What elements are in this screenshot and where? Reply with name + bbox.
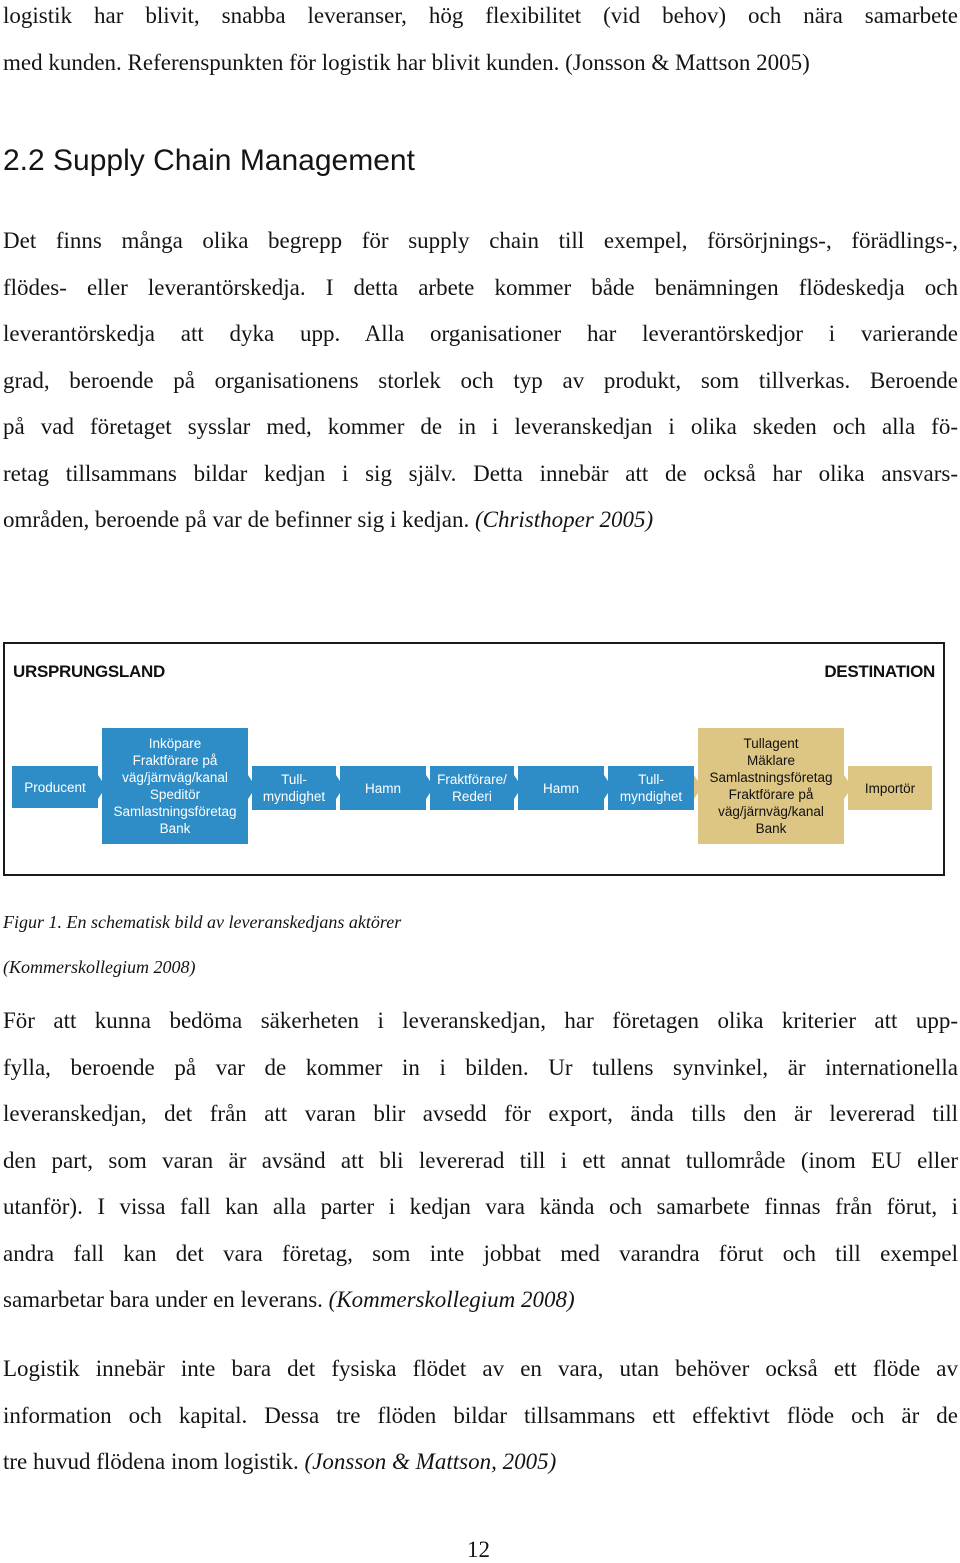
text-line: leveranskedjan, det från att varan blir avsedd för export, ända tills den är levererad till bbox=[3, 1101, 958, 1126]
text-line: retag tillsammans bildar kedjan i sig själv. Detta innebär att de också har olika ansvars- bbox=[3, 460, 958, 486]
paragraph-supply-chain bbox=[3, 218, 958, 544]
text-line: Det finns många olika begrepp för supply chain till exempel, försörjnings-, förädlings-, bbox=[3, 228, 958, 253]
text-line: områden, beroende på var de befinner sig i kedjan. (Christhoper 2005) bbox=[3, 507, 654, 532]
box-label: Hamn bbox=[542, 780, 579, 796]
box-label: myndighet bbox=[619, 789, 683, 804]
box-label: Producent bbox=[24, 779, 86, 795]
text-line: leverantörskedja att dyka upp. Alla organisationer har leverantörskedjor i varierande bbox=[3, 321, 958, 346]
citation: (Kommerskollegium 2008) bbox=[328, 1287, 575, 1312]
text-line: den part, som varan är avsänd att bli levererad till i ett annat tullområde (inom EU eller bbox=[3, 1147, 958, 1173]
text-line: flödes- eller leverantörskedja. I detta arbete kommer både benämningen flödeskedja och bbox=[3, 274, 958, 300]
text-line: utanför). I vissa fall kan alla parter i kedjan vara kända och samarbete finnas från förut, i bbox=[3, 1194, 958, 1219]
text-line: information och kapital. Dessa tre flöden bildar tillsammans ett effektivt flöde och är de bbox=[3, 1402, 958, 1428]
citation: (Christhoper 2005) bbox=[474, 507, 654, 532]
box-tull-origin bbox=[252, 766, 336, 810]
destination-label: DESTINATION bbox=[824, 662, 935, 681]
box-fraktforare-rederi bbox=[430, 766, 514, 810]
page-number: 12 bbox=[467, 1537, 490, 1562]
box-label: Fraktförare/ bbox=[437, 772, 507, 787]
box-label: Fraktförare på bbox=[132, 753, 218, 768]
text-line: samarbetar bara under en leverans. (Kommerskollegium 2008) bbox=[3, 1287, 575, 1312]
origin-label: URSPRUNGSLAND bbox=[13, 662, 165, 681]
text-line: logistik har blivit, snabba leveranser, hög flexibilitet (vid behov) och nära samarbete bbox=[3, 3, 958, 28]
box-label: Tull- bbox=[638, 772, 664, 787]
paragraph-security bbox=[3, 998, 958, 1324]
box-label: Rederi bbox=[452, 789, 492, 804]
top-paragraph bbox=[3, 0, 958, 86]
box-hamn-origin bbox=[340, 766, 426, 810]
figure-caption: Figur 1. En schematisk bild av leveranskedjans aktörer bbox=[3, 912, 402, 932]
box-origin-actors bbox=[102, 728, 248, 844]
box-label: Tullagent bbox=[743, 736, 799, 751]
supply-chain-figure bbox=[3, 642, 945, 876]
text-line: med kunden. Referenspunkten för logistik har blivit kunden. (Jonsson & Mattson 2005) bbox=[3, 50, 810, 75]
box-destination-actors bbox=[698, 728, 844, 844]
text-line: andra fall kan det vara företag, som inte jobbat med varandra förut och till exempel bbox=[3, 1240, 958, 1266]
text-line: på vad företaget sysslar med, kommer de in i leveranskedjan i olika skeden och alla fö- bbox=[3, 414, 958, 439]
box-label: Speditör bbox=[149, 787, 201, 802]
box-label: Samlastningsföretag bbox=[113, 804, 237, 819]
text-line: För att kunna bedöma säkerheten i leveranskedjan, har företagen olika kriterier att upp- bbox=[3, 1008, 958, 1033]
figure-caption-source: (Kommerskollegium 2008) bbox=[3, 957, 196, 977]
box-producent bbox=[12, 766, 98, 808]
box-label: väg/järnväg/kanal bbox=[122, 770, 228, 785]
text-line: tre huvud flödena inom logistik. (Jonsson & Mattson, 2005) bbox=[3, 1449, 557, 1474]
box-label: Inköpare bbox=[148, 736, 202, 751]
box-label: Samlastningsföretag bbox=[709, 770, 833, 785]
citation: (Jonsson & Mattson 2005) bbox=[565, 50, 810, 75]
box-label: Bank bbox=[755, 821, 787, 836]
section-heading: 2.2 Supply Chain Management bbox=[3, 144, 415, 177]
box-label: Bank bbox=[159, 821, 191, 836]
box-label: myndighet bbox=[262, 789, 326, 804]
box-tull-destination bbox=[608, 766, 694, 810]
box-importor bbox=[848, 766, 932, 810]
text-line: grad, beroende på organisationens storlek och typ av produkt, som tillverkas. Beroende bbox=[3, 367, 958, 393]
text-line: Logistik innebär inte bara det fysiska flödet av en vara, utan behöver också ett flöde av bbox=[3, 1356, 958, 1381]
box-label: Hamn bbox=[364, 780, 401, 796]
text-line: fylla, beroende på var de kommer in i bilden. Ur tullens synvinkel, är internationella bbox=[3, 1054, 958, 1080]
box-label: Tull- bbox=[281, 772, 307, 787]
box-label: väg/järnväg/kanal bbox=[718, 804, 824, 819]
box-hamn-destination bbox=[518, 766, 604, 810]
paragraph-logistics-flows bbox=[3, 1346, 958, 1486]
box-label: Fraktförare på bbox=[728, 787, 814, 802]
citation: (Jonsson & Mattson, 2005) bbox=[304, 1449, 557, 1474]
box-label: Importör bbox=[864, 780, 916, 796]
box-label: Mäklare bbox=[746, 753, 795, 768]
